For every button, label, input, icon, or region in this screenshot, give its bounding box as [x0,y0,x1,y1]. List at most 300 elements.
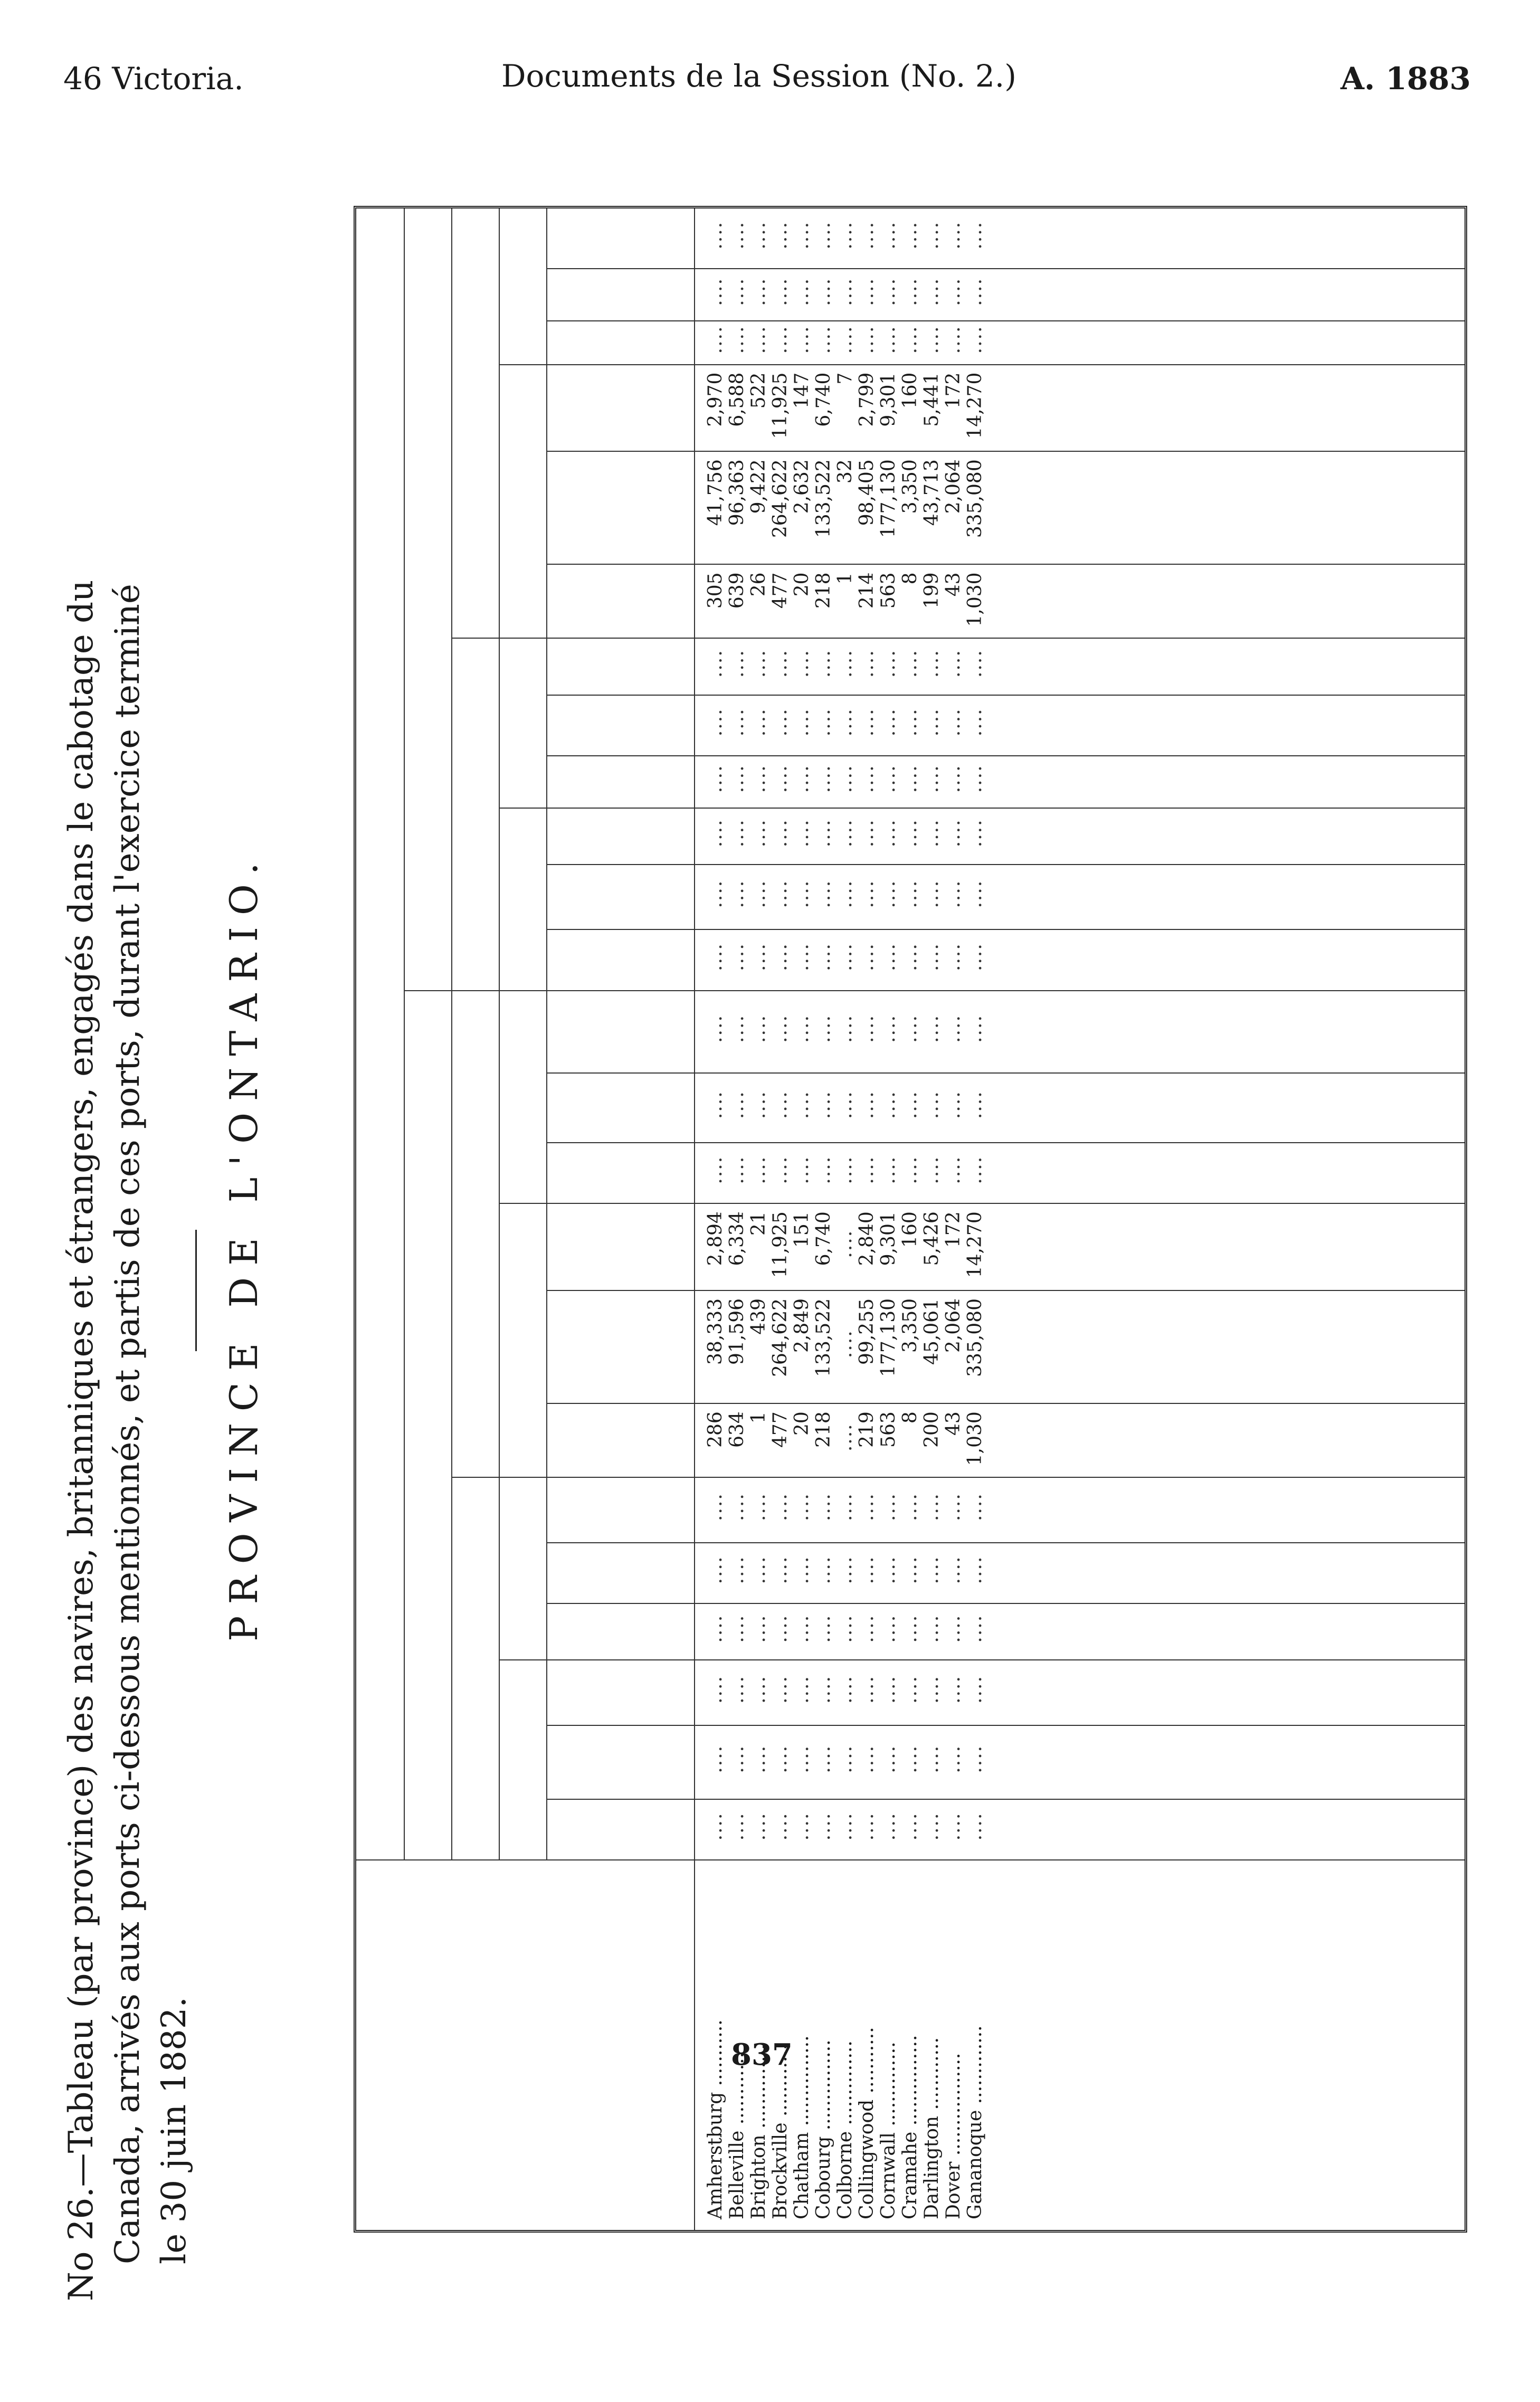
dot-leader: .... [726,764,748,793]
dot-leader: .... [769,1555,791,1584]
col-divider [546,1142,1465,1143]
dot-leader: .... [943,1812,964,1841]
dot-leader: .... [748,708,769,737]
col-divider [546,451,1465,452]
nation-rule [546,991,547,1478]
port-name: Gananoque ............. [964,2025,986,2219]
dot-leader: .... [748,649,769,678]
data-value: 218 [813,572,834,609]
dot-leader: .... [748,819,769,848]
dot-leader: .... [964,1493,986,1521]
dot-leader: .... [878,1090,899,1119]
dot-leader: .... [921,1493,943,1521]
dot-leader: .... [705,1090,726,1119]
dot-leader: .... [964,1744,986,1773]
dot-leader: .... [943,708,964,737]
dot-leader: .... [813,649,834,678]
data-value: 264,622 [769,1298,791,1377]
data-value: 634 [726,1411,748,1448]
dot-leader: .... [769,1614,791,1643]
data-value: 26 [748,572,769,597]
dot-leader: .... [856,1812,878,1841]
data-value: 98,405 [856,459,878,526]
dot-leader: .... [856,1675,878,1704]
sub-rule [499,639,500,991]
port-name: Chatham ............... [791,2035,813,2219]
dot-leader: .... [834,764,856,793]
dot-leader: .... [705,943,726,971]
dot-leader: .... [878,943,899,971]
dot-leader: .... [964,325,986,354]
dot-leader: .... [705,1014,726,1043]
col-divider [546,1072,1465,1074]
dot-leader: .... [813,943,834,971]
dot-leader: .... [791,879,813,908]
dot-leader: .... [813,1614,834,1643]
data-value: 6,740 [813,1211,834,1266]
port-name: Amherstburg ........... [705,2019,726,2219]
dot-leader: .... [964,1812,986,1841]
header-divider [694,208,695,2230]
dot-leader: .... [791,1014,813,1043]
sub-rule [499,991,500,1478]
ports-divider [356,1859,1465,1860]
title-block [58,190,197,2301]
dot-leader: .... [856,1555,878,1584]
dot-leader: .... [943,1555,964,1584]
dot-leader: .... [834,943,856,971]
dot-leader: .... [943,649,964,678]
dot-leader: .... [769,1675,791,1704]
data-value: 177,130 [878,1298,899,1377]
data-value: 2,799 [856,372,878,427]
data-value: 8 [899,572,921,585]
dot-leader: .... [856,764,878,793]
dot-leader: .... [921,325,943,354]
dot-leader: .... [791,1155,813,1184]
data-value: 91,596 [726,1298,748,1365]
nation-divider [499,1203,1465,1204]
dot-leader: .... [899,1014,921,1043]
dot-leader: .... [899,708,921,737]
data-value: 477 [769,572,791,609]
dot-leader: .... [921,1555,943,1584]
port-name: Brighton .............. [748,2044,769,2219]
data-value: 177,130 [878,459,899,538]
dot-leader: .... [834,1812,856,1841]
data-value: 38,333 [705,1298,726,1365]
data-value: 99,255 [856,1298,878,1365]
dot-leader: .... [856,649,878,678]
data-value: 9,301 [878,372,899,427]
sub-rule [499,208,500,639]
data-value: 9,301 [878,1211,899,1266]
dot-leader: .... [705,1812,726,1841]
nation-divider [499,364,1465,365]
rotated-page [58,179,1483,2301]
dot-leader: .... [878,819,899,848]
data-value: 219 [856,1411,878,1448]
dot-leader: .... [964,649,986,678]
dot-leader: .... [964,764,986,793]
dot-leader: .... [878,1555,899,1584]
dot-leader: .... [964,943,986,971]
dot-leader: .... [899,1493,921,1521]
dot-leader: .... [878,1014,899,1043]
data-value: 5,441 [921,372,943,427]
dot-leader: .... [834,649,856,678]
dot-leader: .... [813,1493,834,1521]
dot-leader: .... [899,1555,921,1584]
dot-leader: .... [899,1812,921,1841]
port-name: Cornwall .............. [878,2042,899,2219]
dot-leader: .... [791,764,813,793]
dot-leader: .... [921,1614,943,1643]
dot-leader: .... [834,1675,856,1704]
title-line-1: No 26.—Tableau (par province) des navires, britanniques et étrangers, engagés dans le cabotage du [62,580,101,2301]
data-value: 20 [791,1411,813,1436]
dot-leader: .... [769,649,791,678]
data-value: 199 [921,572,943,609]
dot-leader: .... [834,325,856,354]
dot-leader: .... [726,943,748,971]
data-value: 160 [899,372,921,409]
data-value: 5,426 [921,1211,943,1266]
dot-leader: .... [726,1675,748,1704]
dot-leader: .... [813,879,834,908]
dot-leader: .... [899,943,921,971]
col-divider [546,1542,1465,1543]
dot-leader: .... [705,1675,726,1704]
dot-leader: .... [921,1014,943,1043]
dot-leader: .... [856,1014,878,1043]
dot-leader: .... [769,764,791,793]
data-value: 133,522 [813,459,834,538]
dot-leader: .... [856,879,878,908]
dot-leader: .... [748,943,769,971]
dot-leader: .... [726,649,748,678]
dot-leader: .... [813,708,834,737]
nation-rule [546,639,547,991]
dot-leader: .... [834,277,856,306]
dot-leader: .... [769,708,791,737]
dot-leader: .... [748,1812,769,1841]
dot-leader: .... [856,1155,878,1184]
dot-leader: .... [878,1812,899,1841]
dot-leader: .... [769,1014,791,1043]
data-value: 133,522 [813,1298,834,1377]
dot-leader: .... [791,1812,813,1841]
dot-leader: .... [943,1493,964,1521]
dot-leader: .... [705,325,726,354]
data-value: 32 [834,459,856,484]
dot-leader: .... [921,879,943,908]
port-name: Cobourg ............... [813,2039,834,2219]
province-title: PROVINCE DE L'ONTARIO. [222,851,266,1641]
data-value: 3,350 [899,459,921,514]
dot-leader: .... [813,221,834,250]
dot-leader: .... [748,1493,769,1521]
dot-leader: .... [899,1675,921,1704]
dot-leader: .... [705,819,726,848]
dot-leader: .... [834,1330,856,1359]
dot-leader: .... [705,1555,726,1584]
dot-leader: .... [705,277,726,306]
dot-leader: .... [834,221,856,250]
header-right: A. 1883 [1341,61,1471,97]
data-value: 20 [791,572,813,597]
dot-leader: .... [878,221,899,250]
dot-leader: .... [813,277,834,306]
table-body [356,208,1465,2230]
data-value: 2,064 [943,459,964,514]
dot-leader: .... [834,819,856,848]
dot-leader: .... [834,1229,856,1258]
dot-leader: .... [769,1812,791,1841]
dot-leader: .... [899,764,921,793]
dot-leader: .... [769,1155,791,1184]
dot-leader: .... [834,1614,856,1643]
dot-leader: .... [878,649,899,678]
data-value: 6,740 [813,372,834,427]
dot-leader: .... [705,764,726,793]
dot-leader: .... [748,1614,769,1643]
dot-leader: .... [834,1155,856,1184]
dot-leader: .... [856,325,878,354]
dot-leader: .... [921,1812,943,1841]
dot-leader: .... [943,277,964,306]
header-left: 46 Victoria. [63,61,244,97]
dot-leader: .... [748,221,769,250]
nation-rule [546,1478,547,1860]
dot-leader: .... [943,879,964,908]
dot-leader: .... [964,1014,986,1043]
dot-leader: .... [899,277,921,306]
dot-leader: .... [921,943,943,971]
data-value: 522 [748,372,769,409]
data-value: 3,350 [899,1298,921,1353]
data-value: 160 [899,1211,921,1248]
dot-leader: .... [856,819,878,848]
title-line-2: Canada, arrivés aux ports ci-dessous mentionnés, et partis de ces ports, durant l'exercice terminé [108,584,147,2264]
dot-leader: .... [726,708,748,737]
dot-leader: .... [813,764,834,793]
col-divider [546,320,1465,321]
data-value: 1,030 [964,1411,986,1466]
data-value: 563 [878,1411,899,1448]
title-rule [195,1230,197,1351]
dot-leader: .... [943,1014,964,1043]
dot-leader: .... [769,1090,791,1119]
dot-leader: .... [878,764,899,793]
dot-leader: .... [943,1155,964,1184]
data-value: 1 [834,572,856,585]
dot-leader: .... [726,277,748,306]
dot-leader: .... [726,221,748,250]
dot-leader: .... [834,879,856,908]
data-value: 8 [899,1411,921,1424]
dot-leader: .... [943,221,964,250]
dot-leader: .... [726,325,748,354]
dot-leader: .... [899,1614,921,1643]
dot-leader: .... [943,943,964,971]
col-divider [546,755,1465,756]
dot-leader: .... [943,819,964,848]
data-value: 305 [705,572,726,609]
dot-leader: .... [813,1744,834,1773]
dot-leader: .... [726,1090,748,1119]
data-value: 43,713 [921,459,943,526]
dot-leader: .... [748,325,769,354]
dot-leader: .... [748,1090,769,1119]
dot-leader: .... [943,1090,964,1119]
dot-leader: .... [791,1675,813,1704]
dot-leader: .... [834,1014,856,1043]
dot-leader: .... [878,1493,899,1521]
dot-leader: .... [748,1155,769,1184]
data-value: 14,270 [964,372,986,439]
data-value: 2,970 [705,372,726,427]
col-divider [546,1290,1465,1291]
dot-leader: .... [943,1744,964,1773]
data-value: 200 [921,1411,943,1448]
data-value: 214 [856,572,878,609]
data-value: 6,334 [726,1211,748,1266]
data-value: 1,030 [964,572,986,627]
dot-leader: .... [921,708,943,737]
dot-leader: .... [856,277,878,306]
data-value: 2,632 [791,459,813,514]
dot-leader: .... [791,1493,813,1521]
nation-rule [546,208,547,639]
dot-leader: .... [813,819,834,848]
dot-leader: .... [856,221,878,250]
vapeurs-rule [404,208,405,1860]
data-value: 335,080 [964,459,986,538]
dot-leader: .... [769,1493,791,1521]
title-line-3: le 30 juin 1882. [155,1997,194,2264]
data-value: 2,849 [791,1298,813,1353]
data-value: 11,925 [769,1211,791,1278]
data-value: 11,925 [769,372,791,439]
dot-leader: .... [769,943,791,971]
dot-leader: .... [899,649,921,678]
dot-leader: .... [726,1614,748,1643]
dot-leader: .... [899,325,921,354]
dot-leader: .... [813,1555,834,1584]
col-divider [546,564,1465,565]
data-value: 7 [834,372,856,385]
data-value: 45,061 [921,1298,943,1365]
dot-leader: .... [878,1614,899,1643]
col-divider [546,1799,1465,1800]
col-divider [546,1725,1465,1726]
header-center: Documents de la Session (No. 2.) [501,58,1016,94]
dot-leader: .... [856,1090,878,1119]
data-value: 151 [791,1211,813,1248]
dot-leader: .... [921,764,943,793]
dot-leader: .... [921,221,943,250]
dot-leader: .... [726,1812,748,1841]
dot-leader: .... [899,1155,921,1184]
dot-leader: .... [899,221,921,250]
dot-leader: .... [921,1744,943,1773]
dot-leader: .... [899,879,921,908]
dot-leader: .... [748,277,769,306]
dot-leader: .... [791,1090,813,1119]
dot-leader: .... [705,1614,726,1643]
dot-leader: .... [921,277,943,306]
dot-leader: .... [748,1675,769,1704]
dot-leader: .... [899,1744,921,1773]
dot-leader: .... [856,1493,878,1521]
dot-leader: .... [878,1744,899,1773]
dot-leader: .... [791,1744,813,1773]
dot-leader: .... [943,325,964,354]
dot-leader: .... [769,325,791,354]
col-divider [546,268,1465,269]
dot-leader: .... [791,943,813,971]
dot-leader: .... [748,879,769,908]
port-name: Belleville ............ [726,2052,748,2219]
dot-leader: .... [791,819,813,848]
dot-leader: .... [813,1155,834,1184]
dot-leader: .... [705,708,726,737]
data-value: 477 [769,1411,791,1448]
dot-leader: .... [748,1555,769,1584]
dot-leader: .... [943,1675,964,1704]
dot-leader: .... [813,1675,834,1704]
data-value: 439 [748,1298,769,1335]
dot-leader: .... [813,325,834,354]
col-divider [546,1603,1465,1604]
data-value: 14,270 [964,1211,986,1278]
dot-leader: .... [878,277,899,306]
dot-leader: .... [964,1675,986,1704]
dot-leader: .... [769,879,791,908]
dot-leader: .... [834,1423,856,1452]
dot-leader: .... [726,1014,748,1043]
data-value: 21 [748,1211,769,1236]
dot-leader: .... [878,879,899,908]
dot-leader: .... [964,708,986,737]
data-value: 563 [878,572,899,609]
dot-leader: .... [856,943,878,971]
data-value: 6,588 [726,372,748,427]
dot-leader: .... [726,1155,748,1184]
port-name: Dover ................. [943,2053,964,2219]
dot-leader: .... [791,1614,813,1643]
dot-leader: .... [705,221,726,250]
dot-leader: .... [964,221,986,250]
data-value: 2,894 [705,1211,726,1266]
dot-leader: .... [856,1614,878,1643]
dot-leader: .... [921,649,943,678]
dot-leader: .... [964,277,986,306]
data-value: 41,756 [705,459,726,526]
data-value: 1 [748,1411,769,1424]
data-value: 172 [943,372,964,409]
dot-leader: .... [856,1744,878,1773]
data-value: 218 [813,1411,834,1448]
dot-leader: .... [726,1744,748,1773]
dot-leader: .... [769,819,791,848]
dot-leader: .... [813,1090,834,1119]
port-name: Brockville ............ [769,2044,791,2219]
dot-leader: .... [943,764,964,793]
dot-leader: .... [964,819,986,848]
dot-leader: .... [834,1555,856,1584]
